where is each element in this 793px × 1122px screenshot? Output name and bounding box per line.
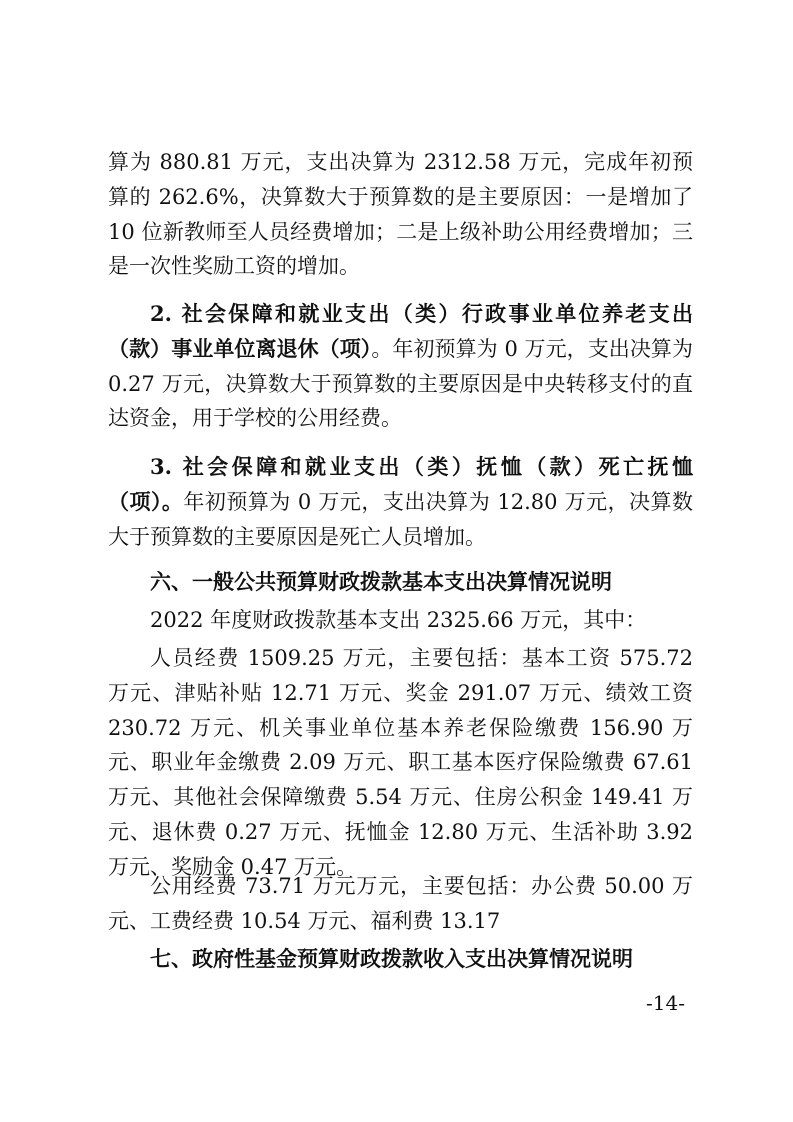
paragraph-text: 公用经费 73.71 万元万元，主要包括：办公费 50.00 万元、工费经费 10.54 万元、福利费 13.17 xyxy=(108,874,693,933)
paragraph-basic-expenditure xyxy=(108,603,693,638)
paragraph-personnel-expenses xyxy=(108,641,693,885)
item-3-body: 年初预算为 0 万元，支出决算为 12.80 万元，决算数大于预算数的主要原因是死亡人员增加。 xyxy=(108,489,694,549)
paragraph-text: 人员经费 1509.25 万元，主要包括：基本工资 575.72 万元、津贴补贴 12.71 万元、奖金 291.07 万元、绩效工资 230.72 万元、机关事业单位基本养老保险缴费 156.90 万元、职业年金缴费 2.09 万元、职工基本医疗保险缴费 67.61 万元、其他社会保障缴费 5.54 万元、住房公积金 149.41 万元、退休费 0.27 万元、抚恤金 12.80 万元、生活补助 3.92 万元、奖励金 0.47 万元。 xyxy=(108,646,693,879)
section-heading-7: 七、政府性基金预算财政拨款收入支出决算情况说明 xyxy=(150,946,633,971)
section-heading-6: 六、一般公共预算财政拨款基本支出决算情况说明 xyxy=(150,569,612,594)
page-number: -14- xyxy=(646,991,685,1015)
paragraph-text: 2022 年度财政拨款基本支出 2325.66 万元，其中： xyxy=(150,608,647,632)
item-2-body: 。年初预算为 0 万元，支出决算为 0.27 万元，决算数大于预算数的主要原因是中央转移支付的直达资金，用于学校的公用经费。 xyxy=(108,336,693,431)
paragraph-budget-explanation xyxy=(108,145,693,284)
paragraph-item-3 xyxy=(108,450,693,554)
paragraph-text: 算为 880.81 万元，支出决算为 2312.58 万元，完成年初预算的 262.6%，决算数大于预算数的是主要原因：一是增加了 10 位新教师至人员经费增加；二是上级补助公用经费增加；三是一次性奖励工资的增加。 xyxy=(108,150,693,279)
item-2-title: 2. 社会保障和就业支出（类）行政事业单位养老支出（款）事业单位离退休（项） xyxy=(108,301,693,361)
paragraph-public-expenses xyxy=(108,869,693,939)
paragraph-item-2 xyxy=(108,297,693,436)
item-3-title: 3. 社会保障和就业支出（类）抚恤（款）死亡抚恤（项）。 xyxy=(108,454,693,514)
